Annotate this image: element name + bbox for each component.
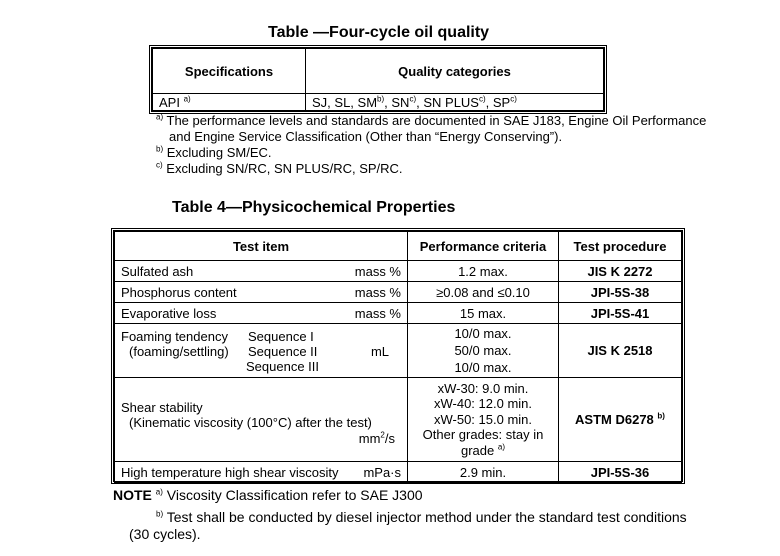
test-item-cell — [115, 324, 408, 378]
test-item: Foaming tendency — [121, 328, 228, 344]
header-quality-categories: Quality categories — [306, 49, 604, 94]
category-text: SJ, SL, SM — [312, 94, 378, 110]
footnote-mark: b) — [156, 144, 164, 154]
unit — [359, 431, 395, 446]
category-text: , SN PLUS — [416, 94, 479, 110]
category-text: , SP — [485, 94, 511, 110]
table4-note — [156, 509, 756, 526]
test-item: Sulfated ash — [121, 263, 194, 279]
test-item: Evaporative loss — [121, 305, 217, 321]
note-line — [156, 509, 756, 526]
unit: mL — [370, 343, 389, 359]
criteria: xW-40: 12.0 min. — [433, 396, 533, 412]
footnote-text: Excluding SM/EC. — [166, 145, 272, 160]
footnote-text: Excluding SN/RC, SN PLUS/RC, SP/RC. — [166, 161, 403, 176]
footnote-ref: c) — [478, 94, 486, 104]
category-text: , SN — [384, 94, 410, 110]
criteria: xW-30: 9.0 min. — [437, 380, 529, 396]
criteria — [414, 443, 552, 459]
sequence-label: Sequence III — [246, 358, 319, 374]
footnote-mark: a) — [156, 112, 164, 122]
procedure: JIS K 2518 — [559, 324, 682, 378]
test-item-cell — [115, 378, 408, 462]
sequence-label: Sequence II — [248, 343, 318, 359]
criteria: 15 max. — [408, 303, 559, 324]
note-label: NOTE — [113, 487, 152, 503]
unit: mass % — [354, 263, 401, 279]
header-test-procedure: Test procedure — [559, 232, 682, 261]
footnote-ref: a) — [183, 94, 191, 104]
criteria: 10/0 max. — [454, 360, 512, 375]
unit-exponent: 2 — [380, 430, 385, 440]
spec-cell — [153, 94, 306, 111]
criteria-cell — [408, 378, 559, 462]
footnote — [156, 145, 756, 161]
table-row — [115, 303, 682, 324]
test-item-sub: (Kinematic viscosity (100°C) after the test) — [129, 414, 372, 430]
footnote-text: The performance levels and standards are documented in SAE J183, Engine Oil Performance — [166, 113, 707, 128]
test-item-cell — [115, 261, 408, 282]
procedure-cell — [559, 378, 682, 462]
note-text: Viscosity Classification refer to SAE J300 — [166, 487, 423, 503]
test-item: High temperature high shear viscosity — [121, 464, 339, 480]
categories-cell — [306, 94, 604, 111]
table1-title: Table —Four-cycle oil quality — [268, 24, 490, 41]
criteria: Other grades: stay in — [422, 427, 544, 443]
unit-tail: /s — [384, 430, 395, 446]
footnote-text: and Engine Service Classification (Other than “Energy Conserving”). — [169, 129, 563, 144]
header-test-item: Test item — [115, 232, 408, 261]
procedure: JIS K 2272 — [559, 261, 682, 282]
table-row — [115, 261, 682, 282]
procedure: JPI-5S-41 — [559, 303, 682, 324]
test-item-cell — [115, 303, 408, 324]
footnote-ref: c) — [409, 94, 417, 104]
table-row — [115, 378, 682, 462]
criteria: ≥0.08 and ≤0.10 — [408, 282, 559, 303]
oil-quality-table — [149, 45, 607, 114]
note-mark: b) — [156, 509, 164, 519]
table4-note — [129, 526, 201, 543]
test-item-cell — [115, 462, 408, 483]
unit: mPa·s — [363, 464, 401, 480]
table4-note — [113, 487, 423, 504]
note-mark: a) — [155, 487, 163, 497]
footnote — [156, 113, 756, 129]
table-row — [115, 324, 682, 378]
criteria: 1.2 max. — [408, 261, 559, 282]
table-row — [115, 462, 682, 483]
footnote-ref: a) — [497, 442, 505, 452]
footnote-ref: c) — [510, 94, 517, 104]
unit: mass % — [354, 305, 401, 321]
procedure: JPI-5S-38 — [559, 282, 682, 303]
criteria-text: grade — [461, 442, 495, 458]
test-item: Phosphorus content — [121, 284, 237, 300]
unit: mass % — [354, 284, 401, 300]
note-text: Test shall be conducted by diesel injector method under the standard test conditions — [166, 509, 687, 525]
physicochemical-table — [111, 228, 685, 484]
criteria: 50/0 max. — [454, 343, 512, 358]
footnote — [156, 161, 756, 177]
header-specifications: Specifications — [153, 49, 306, 94]
test-item: Shear stability — [121, 399, 203, 415]
footnote-ref: b) — [377, 94, 385, 104]
criteria: 2.9 min. — [408, 462, 559, 483]
criteria: 10/0 max. — [454, 326, 512, 341]
sequence-label: Sequence I — [248, 328, 314, 344]
table-row — [115, 282, 682, 303]
footnote — [156, 129, 756, 145]
note-text: (30 cycles). — [129, 526, 201, 542]
unit-base: mm — [358, 430, 381, 446]
criteria: xW-50: 15.0 min. — [433, 411, 533, 427]
test-item-cell — [115, 282, 408, 303]
procedure: ASTM D6278 — [575, 412, 654, 427]
footnote-ref: b) — [657, 411, 665, 421]
header-performance-criteria: Performance criteria — [408, 232, 559, 261]
table1-footnotes — [156, 113, 756, 177]
procedure: JPI-5S-36 — [559, 462, 682, 483]
criteria-cell — [408, 324, 559, 378]
footnote-mark: c) — [156, 160, 163, 170]
test-item-sub: (foaming/settling) — [129, 343, 229, 359]
spec-api: API — [159, 94, 180, 110]
table4-title: Table 4—Physicochemical Properties — [172, 199, 456, 216]
